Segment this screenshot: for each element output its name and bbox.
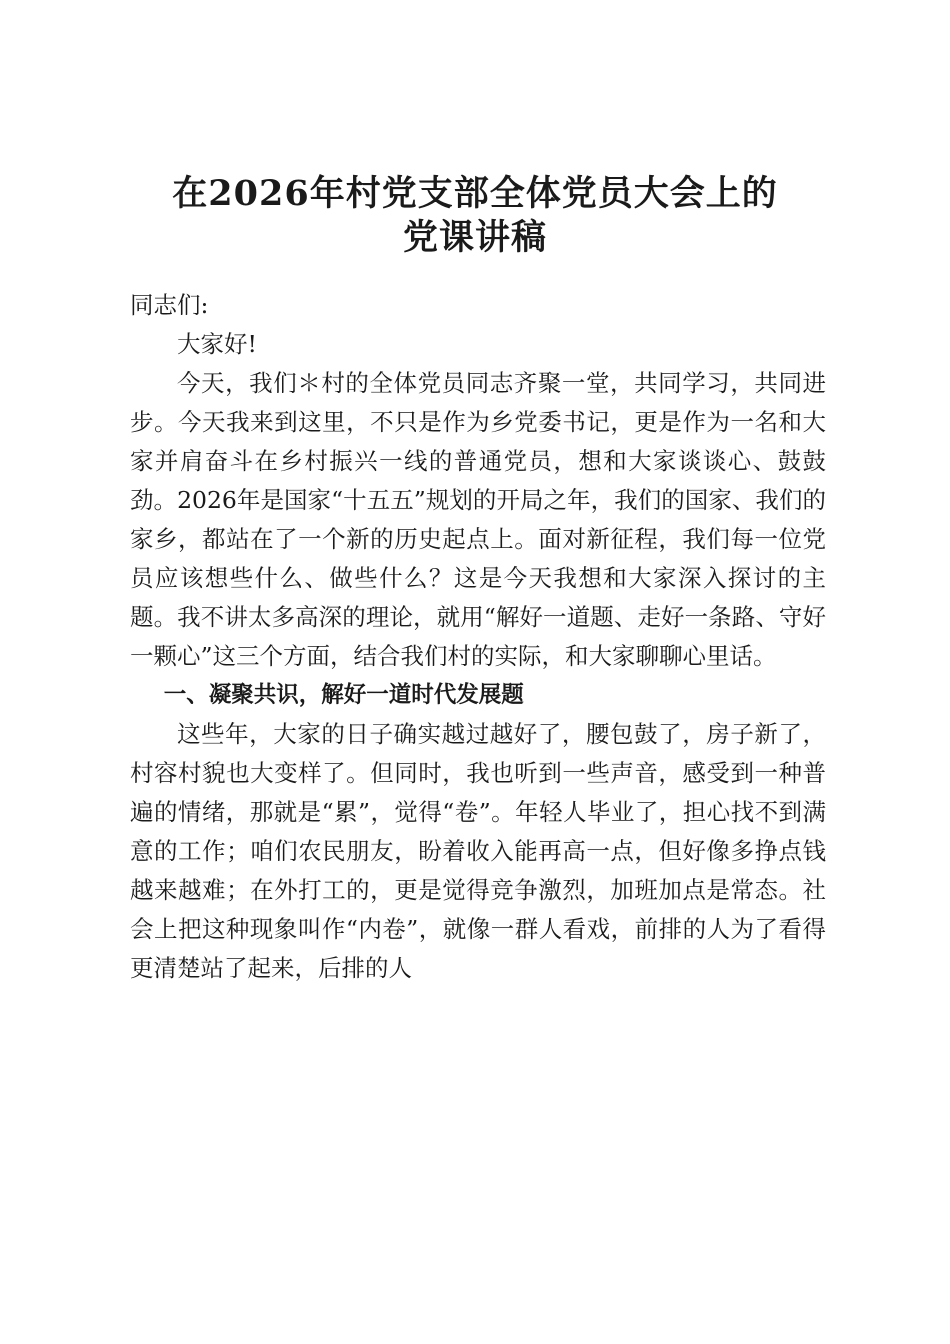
document-title-line-2: 党课讲稿 [402, 217, 547, 258]
salutation: 同志们: [130, 291, 209, 319]
document-title-line-1: 在2026年村党支部全体党员大会上的 [172, 173, 778, 214]
section-heading-1: 一、凝聚共识，解好一道时代发展题 [163, 682, 524, 708]
paragraph-section-1: 这些年，大家的日子确实越过越好了，腰包鼓了，房子新了，村容村貌也大变样了。但同时，我也听到一些声音，感受到一种普遍的情绪，那就是“累”，觉得“卷”。年轻人毕业了，担心找不到满意的工作；咱们农民朋友，盼着收入能再高一点，但好像多挣点钱越来越难；在外打工的，更是觉得竞争激烈，加班加点是常态。社会上把这种现象叫作“内卷”，就像一群人看戏，前排的人为了看得更清楚站了起来，后排的人 [130, 720, 826, 982]
document-body [130, 286, 826, 988]
paragraph-intro: 今天，我们＊村的全体党员同志齐聚一堂，共同学习，共同进步。今天我来到这里，不只是作为乡党委书记，更是作为一名和大家并肩奋斗在乡村振兴一线的普通党员，想和大家谈谈心、鼓鼓劲。2026年是国家“十五五”规划的开局之年，我们的国家、我们的家乡，都站在了一个新的历史起点上。面对新征程，我们每一位党员应该想些什么、做些什么？这是今天我想和大家深入探讨的主题。我不讲太多高深的理论，就用“解好一道题、走好一条路、守好一颗心”这三个方面，结合我们村的实际，和大家聊聊心里话。 [130, 369, 826, 670]
greeting: 大家好! [177, 330, 257, 358]
